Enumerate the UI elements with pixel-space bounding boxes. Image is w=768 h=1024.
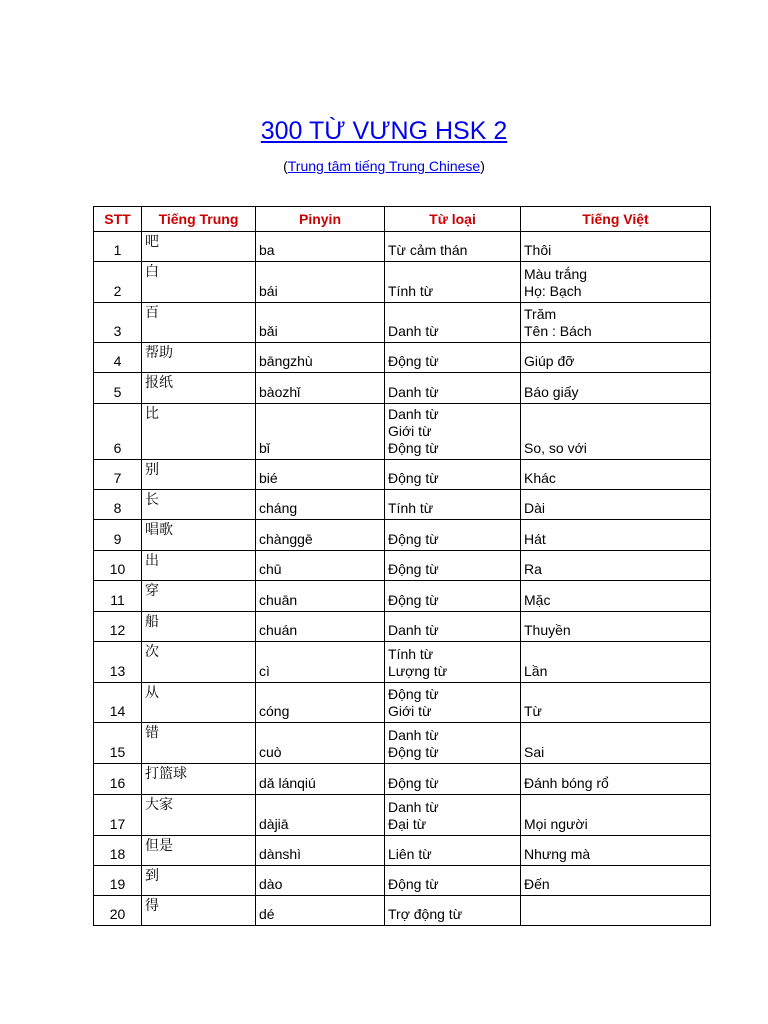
chinese-text: 唱歌 — [145, 522, 173, 538]
chinese-text: 比 — [145, 406, 159, 422]
chinese-word — [142, 551, 256, 581]
chinese-text: 别 — [145, 462, 159, 478]
chinese-text: 到 — [145, 868, 159, 884]
vietnamese-cell: Mặc — [521, 581, 711, 612]
chinese-text: 百 — [145, 305, 159, 321]
chinese-text: 白 — [145, 264, 159, 280]
table-row — [94, 683, 711, 723]
vietnamese-cell: Khác — [521, 460, 711, 490]
table-row — [94, 343, 711, 373]
chinese-word — [142, 490, 256, 520]
table-row — [94, 581, 711, 612]
row-number: 9 — [94, 520, 142, 551]
row-number: 12 — [94, 612, 142, 642]
pinyin-cell: chuān — [256, 581, 385, 612]
header-word-type: Từ loại — [385, 207, 521, 232]
subtitle-open-paren: ( — [283, 158, 288, 174]
word-type-cell: Động từ Giới từ — [385, 683, 521, 723]
chinese-word — [142, 866, 256, 896]
table-row — [94, 303, 711, 343]
table-row — [94, 795, 711, 836]
word-type-cell: Danh từ — [385, 612, 521, 642]
row-number: 13 — [94, 642, 142, 683]
row-number: 17 — [94, 795, 142, 836]
word-type-cell: Động từ — [385, 866, 521, 896]
word-type-cell: Động từ — [385, 520, 521, 551]
pinyin-cell: bié — [256, 460, 385, 490]
vietnamese-cell: Ra — [521, 551, 711, 581]
word-type-cell: Tính từ — [385, 262, 521, 303]
chinese-text: 打篮球 — [145, 766, 187, 782]
table-row — [94, 490, 711, 520]
word-type-cell: Trợ động từ — [385, 896, 521, 926]
subtitle — [0, 156, 768, 176]
pinyin-cell: cì — [256, 642, 385, 683]
word-type-cell: Động từ — [385, 581, 521, 612]
vietnamese-cell: Sai — [521, 723, 711, 764]
chinese-word — [142, 683, 256, 723]
word-type-cell: Từ cảm thán — [385, 232, 521, 262]
pinyin-cell: chū — [256, 551, 385, 581]
vietnamese-cell: Thuyền — [521, 612, 711, 642]
vietnamese-cell: Trăm Tên : Bách — [521, 303, 711, 343]
vietnamese-cell: Thôi — [521, 232, 711, 262]
pinyin-cell: chànggē — [256, 520, 385, 551]
chinese-text: 穿 — [145, 583, 159, 599]
vietnamese-cell: Mọi người — [521, 795, 711, 836]
table-row — [94, 866, 711, 896]
row-number: 16 — [94, 764, 142, 795]
word-type-cell: Tính từ — [385, 490, 521, 520]
table-row — [94, 232, 711, 262]
row-number: 14 — [94, 683, 142, 723]
pinyin-cell: bàozhǐ — [256, 373, 385, 404]
table-body — [94, 232, 711, 926]
vietnamese-cell: Màu trắng Họ: Bạch — [521, 262, 711, 303]
table-row — [94, 373, 711, 404]
row-number: 4 — [94, 343, 142, 373]
pinyin-cell: dànshì — [256, 836, 385, 866]
row-number: 15 — [94, 723, 142, 764]
header-stt: STT — [94, 207, 142, 232]
chinese-word — [142, 404, 256, 460]
chinese-word — [142, 642, 256, 683]
vietnamese-cell: So, so với — [521, 404, 711, 460]
word-type-cell: Danh từ Đại từ — [385, 795, 521, 836]
word-type-cell: Danh từ Động từ — [385, 723, 521, 764]
chinese-text: 长 — [145, 492, 159, 508]
pinyin-cell: cháng — [256, 490, 385, 520]
chinese-word — [142, 896, 256, 926]
vietnamese-cell: Từ — [521, 683, 711, 723]
chinese-word — [142, 612, 256, 642]
chinese-text: 船 — [145, 614, 159, 630]
word-type-cell: Động từ — [385, 551, 521, 581]
table-row — [94, 460, 711, 490]
pinyin-cell: chuán — [256, 612, 385, 642]
word-type-cell: Danh từ Giới từ Động từ — [385, 404, 521, 460]
pinyin-cell: bái — [256, 262, 385, 303]
vietnamese-cell: Báo giấy — [521, 373, 711, 404]
table-row — [94, 551, 711, 581]
vietnamese-cell: Hát — [521, 520, 711, 551]
word-type-cell: Liên từ — [385, 836, 521, 866]
row-number: 3 — [94, 303, 142, 343]
pinyin-cell: bǎi — [256, 303, 385, 343]
chinese-word — [142, 764, 256, 795]
row-number: 8 — [94, 490, 142, 520]
chinese-word — [142, 520, 256, 551]
word-type-cell: Danh từ — [385, 373, 521, 404]
chinese-text: 得 — [145, 898, 159, 914]
table-header-row — [94, 207, 711, 232]
table-row — [94, 723, 711, 764]
chinese-word — [142, 795, 256, 836]
row-number: 7 — [94, 460, 142, 490]
page-title[interactable]: 300 TỪ VƯNG HSK 2 — [260, 117, 508, 145]
row-number: 10 — [94, 551, 142, 581]
word-type-cell: Tính từ Lượng từ — [385, 642, 521, 683]
header-chinese: Tiếng Trung — [142, 207, 256, 232]
subtitle-link[interactable]: Trung tâm tiếng Trung Chinese — [287, 158, 481, 174]
table-row — [94, 764, 711, 795]
row-number: 1 — [94, 232, 142, 262]
table-row — [94, 612, 711, 642]
chinese-text: 出 — [145, 553, 159, 569]
vietnamese-cell: Dài — [521, 490, 711, 520]
chinese-text: 大家 — [145, 797, 173, 813]
vietnamese-cell: Đánh bóng rổ — [521, 764, 711, 795]
chinese-text: 从 — [145, 685, 159, 701]
chinese-word — [142, 343, 256, 373]
pinyin-cell: cuò — [256, 723, 385, 764]
pinyin-cell: dǎ lánqiú — [256, 764, 385, 795]
pinyin-cell: bāngzhù — [256, 343, 385, 373]
vietnamese-cell: Lần — [521, 642, 711, 683]
vocab-table — [93, 206, 711, 926]
word-type-cell: Động từ — [385, 764, 521, 795]
chinese-text: 错 — [145, 725, 159, 741]
row-number: 2 — [94, 262, 142, 303]
chinese-word — [142, 262, 256, 303]
vietnamese-cell: Nhưng mà — [521, 836, 711, 866]
pinyin-cell: cóng — [256, 683, 385, 723]
pinyin-cell: ba — [256, 232, 385, 262]
chinese-text: 帮助 — [145, 345, 173, 361]
table-row — [94, 642, 711, 683]
word-type-cell: Động từ — [385, 343, 521, 373]
table-row — [94, 520, 711, 551]
chinese-text: 但是 — [145, 838, 173, 854]
row-number: 19 — [94, 866, 142, 896]
row-number: 6 — [94, 404, 142, 460]
chinese-word — [142, 581, 256, 612]
header-vietnamese: Tiếng Việt — [521, 207, 711, 232]
table-row — [94, 404, 711, 460]
pinyin-cell: dào — [256, 866, 385, 896]
table-row — [94, 836, 711, 866]
row-number: 20 — [94, 896, 142, 926]
chinese-text: 吧 — [145, 234, 159, 250]
table-row — [94, 262, 711, 303]
word-type-cell: Danh từ — [385, 303, 521, 343]
table-row — [94, 896, 711, 926]
chinese-word — [142, 460, 256, 490]
row-number: 11 — [94, 581, 142, 612]
row-number: 18 — [94, 836, 142, 866]
chinese-text: 次 — [145, 644, 159, 660]
chinese-word — [142, 723, 256, 764]
pinyin-cell: dé — [256, 896, 385, 926]
word-type-cell: Động từ — [385, 460, 521, 490]
subtitle-close-paren: ) — [480, 158, 485, 174]
vietnamese-cell — [521, 896, 711, 926]
chinese-word — [142, 836, 256, 866]
pinyin-cell: bǐ — [256, 404, 385, 460]
pinyin-cell: dàjiā — [256, 795, 385, 836]
chinese-text: 报纸 — [145, 375, 173, 391]
chinese-word — [142, 232, 256, 262]
vietnamese-cell: Giúp đỡ — [521, 343, 711, 373]
header-pinyin: Pinyin — [256, 207, 385, 232]
chinese-word — [142, 373, 256, 404]
vietnamese-cell: Đến — [521, 866, 711, 896]
row-number: 5 — [94, 373, 142, 404]
chinese-word — [142, 303, 256, 343]
